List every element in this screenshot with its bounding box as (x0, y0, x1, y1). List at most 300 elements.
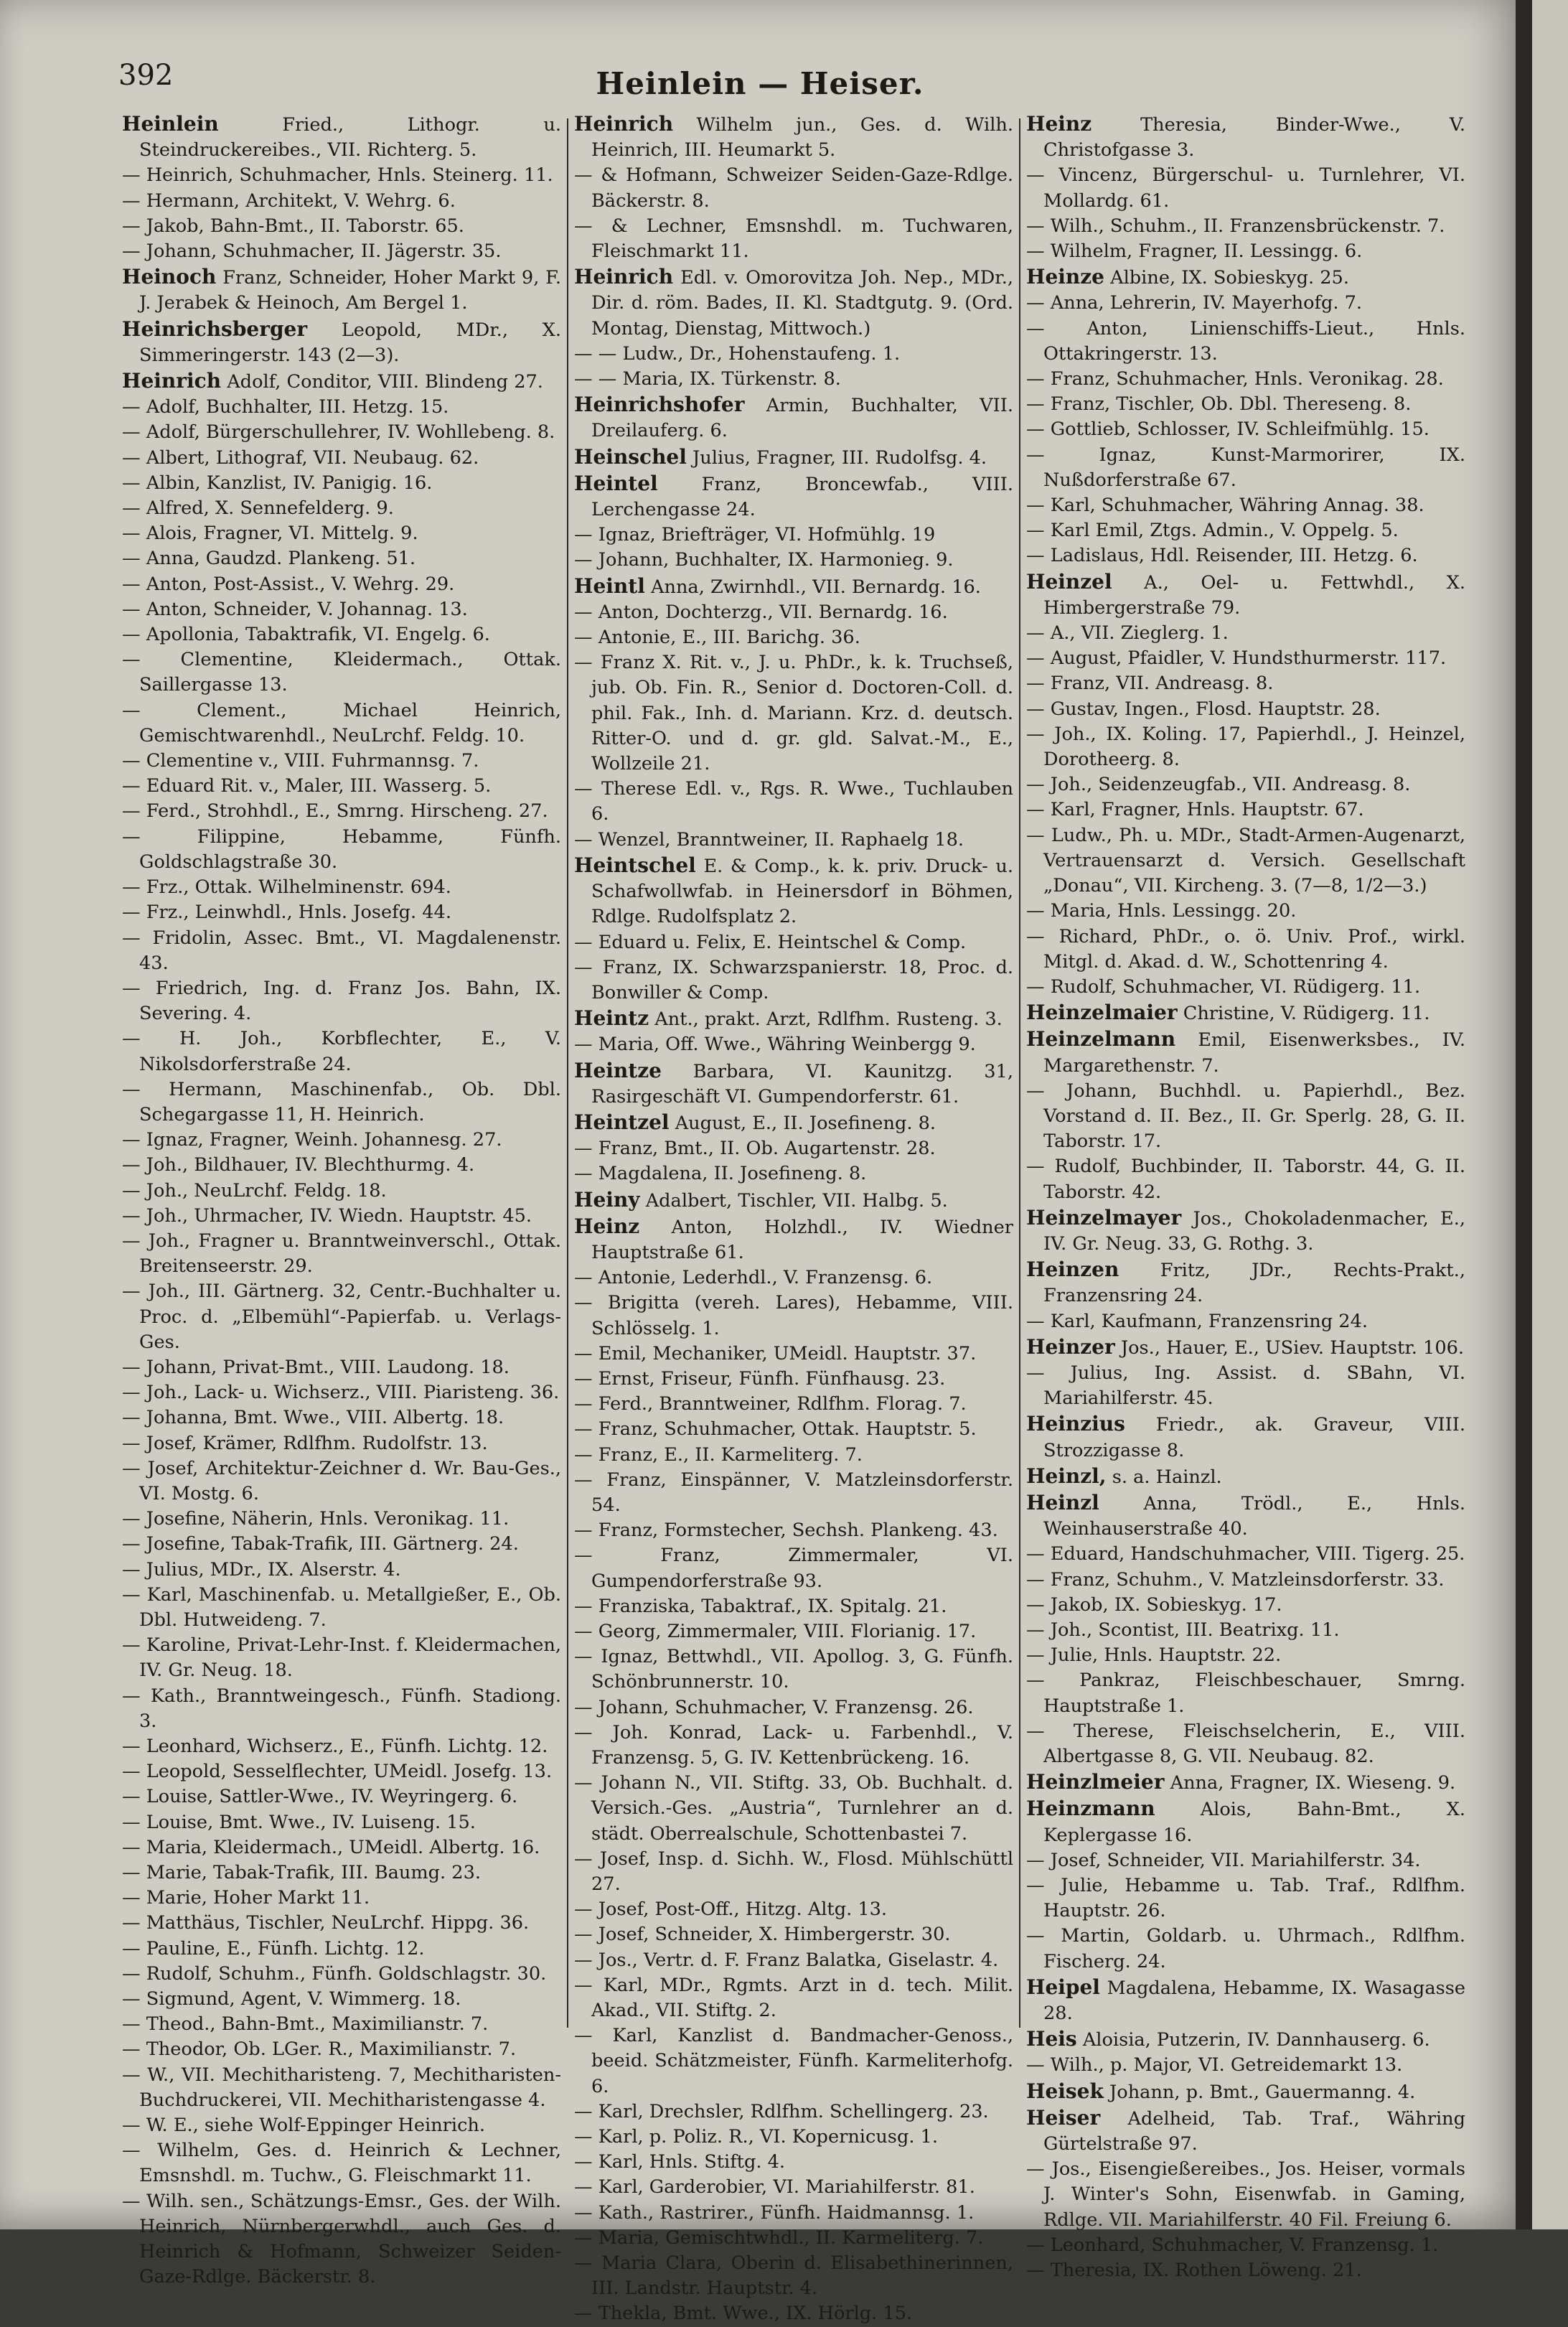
directory-entry (574, 955, 1013, 1006)
directory-entry (574, 1058, 1013, 1110)
entry-details: — Richard, PhDr., o. ö. Univ. Prof., wirkl. Mitgl. d. Akad. d. W., Schottenring 4. (1026, 925, 1465, 973)
entry-details: Anna, Zwirnhdl., VII. Bernardg. 16. (650, 576, 981, 598)
directory-entry (574, 600, 1013, 625)
entry-surname: Heinlein (122, 112, 219, 136)
column-1 (122, 111, 562, 2288)
directory-entry (1026, 1769, 1465, 1796)
directory-entry (574, 1948, 1013, 1973)
entry-details: Jos., Chokoladenmacher, E., IV. Gr. Neug. 33, G. Rothg. 3. (1043, 1207, 1465, 1255)
entry-details: — Friedrich, Ing. d. Franz Jos. Bahn, IX. Severing. 4. (122, 977, 561, 1025)
entry-details: — Anton, Dochterzg., VII. Bernardg. 16. (574, 601, 948, 623)
entry-surname: Heinzen (1026, 1258, 1119, 1282)
directory-entry (574, 163, 1013, 213)
directory-entry (122, 2113, 561, 2138)
entry-details: — Joh., Seidenzeugfab., VII. Andreasg. 8. (1026, 774, 1411, 796)
directory-entry (574, 2125, 1013, 2150)
entry-details: — Frz., Ottak. Wilhelminenstr. 694. (122, 876, 451, 899)
adjacent-page-edge (1532, 0, 1568, 2229)
directory-entry (122, 1835, 561, 1860)
entry-surname: Heinrichshofer (574, 393, 745, 417)
entry-details: Magdalena, Hebamme, IX. Wasagasse 28. (1043, 1977, 1465, 2025)
entry-details: — Eduard, Handschuhmacher, VIII. Tigerg. 25. (1026, 1543, 1465, 1565)
directory-entry (122, 875, 561, 900)
entry-details: — Julius, MDr., IX. Alserstr. 4. (122, 1558, 401, 1581)
directory-entry (1026, 214, 1465, 239)
directory-entry (1026, 2157, 1465, 2233)
directory-entry (574, 2201, 1013, 2226)
directory-entry (122, 1734, 561, 1759)
directory-entry (122, 1279, 561, 1355)
directory-entry (574, 342, 1013, 367)
directory-entry (1026, 1975, 1465, 2026)
directory-entry (1026, 823, 1465, 899)
entry-details: Emil, Eisenwerksbes., IV. Margarethenstr. 7. (1043, 1029, 1466, 1077)
entry-details: — W. E., siehe Wolf-Eppinger Heinrich. (122, 2115, 486, 2137)
entry-details: — Joh., III. Gärtnerg. 32, Centr.-Buchhalter u. Proc. d. „Elbemühl“-Papierfab. u. Verlags-Ges. (122, 1280, 561, 1353)
directory-entry (122, 1355, 561, 1380)
entry-details: — Clement., Michael Heinrich, Gemischtwarenhdl., NeuLrchf. Feldg. 10. (122, 699, 561, 746)
entry-details: — Karl, MDr., Rgmts. Arzt in d. tech. Milit. Akad., VII. Stiftg. 2. (574, 1974, 1013, 2022)
entry-details: Albine, IX. Sobieskyg. 25. (1110, 267, 1349, 289)
directory-entry (574, 2023, 1013, 2099)
entry-details: — Rudolf, Schuhm., Fünfh. Goldschlagstr. 30. (122, 1962, 547, 1985)
entry-details: — Antonie, Lederhdl., V. Franzensg. 6. (574, 1267, 933, 1289)
directory-entry (574, 650, 1013, 777)
entry-details: — Franz, Zimmermaler, VI. Gumpendorferstraße 93. (574, 1545, 1013, 1592)
page-title: Heinlein — Heiser. (596, 66, 924, 101)
directory-entry (122, 1937, 561, 1962)
directory-entry (122, 825, 561, 875)
directory-entry (1026, 1668, 1465, 1718)
directory-entry (574, 777, 1013, 827)
entry-details: — Joh., Lack- u. Wichserz., VIII. Piaristeng. 36. (122, 1382, 560, 1404)
entry-details: — Karl, Schuhmacher, Währing Annag. 38. (1026, 495, 1424, 517)
entry-details: — Karoline, Privat-Lehr-Inst. f. Kleidermachen, IV. Gr. Neug. 18. (122, 1634, 561, 1682)
directory-entry (574, 471, 1013, 523)
entry-details: — Clementine, Kleidermach., Ottak. Saillergasse 13. (122, 649, 561, 696)
entry-surname: Heisek (1026, 2079, 1104, 2103)
directory-entry (574, 1136, 1013, 1161)
entry-details: — Apollonia, Tabaktrafik, VI. Engelg. 6. (122, 624, 490, 646)
entry-details: — Karl, p. Poliz. R., VI. Kopernicusg. 1. (574, 2126, 939, 2148)
entry-details: — Antonie, E., III. Barichg. 36. (574, 627, 860, 649)
directory-entry (122, 317, 561, 368)
directory-entry (122, 1405, 561, 1431)
entry-details: — Theodor, Ob. LGer. R., Maximilianstr. 7. (122, 2038, 517, 2061)
directory-entry (574, 1443, 1013, 1468)
directory-entry (574, 1518, 1013, 1543)
entry-details: — Anton, Post-Assist., V. Wehrg. 29. (122, 573, 455, 595)
entry-details: — Fridolin, Assec. Bmt., VI. Magdalenenstr. 43. (122, 927, 561, 974)
entry-details: — Karl, Fragner, Hnls. Hauptstr. 67. (1026, 799, 1364, 821)
entry-details: — Franz, Bmt., II. Ob. Augartenstr. 28. (574, 1138, 936, 1160)
entry-details: Adolf, Conditor, VIII. Blindeng 27. (227, 371, 543, 393)
entry-details: — Josef, Insp. d. Sichh. W., Flosd. Mühlschüttl 27. (574, 1848, 1013, 1896)
directory-entry (1026, 1924, 1465, 1974)
directory-entry (574, 1619, 1013, 1644)
directory-entry (574, 523, 1013, 548)
entry-surname: Heinzmann (1026, 1797, 1155, 1821)
directory-entry (1026, 621, 1465, 646)
entry-details: A., Oel- u. Fettwhdl., X. Himbergerstraße 79. (1043, 571, 1465, 619)
entry-details: — Franz X. Rit. v., J. u. PhDr., k. k. Truchseß, jub. Ob. Fin. R., Senior d. Doctoren-Coll. d. phil. Fak., Inh. d. Mariann. Krz. d. deutsch. Ritter-O. und d. gr. gld. Salvat.-M., E., Wollzeile 21. (574, 652, 1013, 775)
directory-entry (122, 1684, 561, 1734)
entry-details: Adelheid, Tab. Traf., Währing Gürtelstraße 97. (1043, 2107, 1465, 2155)
entry-details: — — Maria, IX. Türkenstr. 8. (574, 368, 841, 390)
entry-surname: Heinrich (122, 369, 222, 393)
directory-entry (1026, 443, 1465, 493)
directory-entry (122, 496, 561, 521)
entry-details: — Albin, Kanzlist, IV. Panigig. 16. (122, 472, 433, 494)
entry-details: — Wilhelm, Ges. d. Heinrich & Lechner, Emsnshdl. m. Tuchw., G. Fleischmarkt 11. (122, 2140, 561, 2187)
entry-details: Franz, Schneider, Hoher Markt 9, F. J. Jerabek & Heinoch, Am Bergel 1. (139, 267, 562, 314)
directory-entry (574, 444, 1013, 471)
entry-details: — Leopold, Sesselflechter, UMeidl. Josefg. 13. (122, 1761, 553, 1783)
directory-entry (574, 1006, 1013, 1032)
entry-details: — Josef, Post-Off., Hitzg. Altg. 13. (574, 1898, 888, 1921)
entry-details: — Johann, Schuhmacher, II. Jägerstr. 35. (122, 240, 502, 263)
directory-entry (574, 930, 1013, 955)
entry-details: — Wilhelm, Fragner, II. Lessingg. 6. (1026, 240, 1363, 263)
directory-entry (122, 1128, 561, 1153)
entry-details: — Frz., Leinwhdl., Hnls. Josefg. 44. (122, 902, 451, 924)
directory-entry (574, 1110, 1013, 1136)
entry-details: — Ignaz, Bettwhdl., VII. Apollog. 3, G. Fünfh. Schönbrunnerstr. 10. (574, 1646, 1013, 1693)
directory-entry (1026, 2053, 1465, 2078)
entry-surname: Heinz (574, 1214, 640, 1238)
entry-details: — Anna, Gaudzd. Plankeng. 51. (122, 548, 416, 570)
entry-details: — Franz, E., II. Karmeliterg. 7. (574, 1443, 863, 1466)
entry-details: — Vincenz, Bürgerschul- u. Turnlehrer, VI. Mollardg. 61. (1026, 164, 1465, 212)
entry-details: Armin, Buchhalter, VII. Dreilauferg. 6. (591, 395, 1013, 442)
directory-entry (1026, 1593, 1465, 1618)
directory-entry (1026, 975, 1465, 1000)
directory-entry (1026, 1205, 1465, 1257)
entry-details: — Eduard Rit. v., Maler, III. Wasserg. 5. (122, 775, 492, 797)
book-gutter (1516, 0, 1533, 2229)
entry-details: — Ferd., Branntweiner, Rdlfhm. Florag. 7. (574, 1393, 967, 1415)
entry-details: Wilhelm jun., Ges. d. Wilh. Heinrich, III. Heumarkt 5. (591, 114, 1013, 161)
directory-entry (1026, 1079, 1465, 1155)
directory-entry (122, 749, 561, 774)
directory-entry (1026, 1309, 1465, 1334)
directory-entry (1026, 417, 1465, 442)
entry-details: — Franz, Formstecher, Sechsh. Plankeng. 43. (574, 1520, 998, 1542)
entry-details: — Emil, Mechaniker, UMeidl. Hauptstr. 37. (574, 1342, 977, 1364)
entry-surname: Heintl (574, 573, 645, 598)
column-2 (574, 111, 1013, 2325)
entry-details: — Pankraz, Fleischbeschauer, Smrng. Hauptstraße 1. (1026, 1670, 1465, 1717)
entry-details: — Jakob, Bahn-Bmt., II. Taborstr. 65. (122, 215, 464, 237)
directory-entry (1026, 1542, 1465, 1567)
entry-details: — Kath., Branntweingesch., Fünfh. Stadiong. 3. (122, 1685, 561, 1732)
entry-surname: Heinz (1026, 112, 1092, 136)
entry-details: — Josef, Schneider, X. Himbergerstr. 30. (574, 1924, 951, 1946)
directory-entry (1026, 317, 1465, 367)
entry-details: — & Lechner, Emsnshdl. m. Tuchwaren, Fleischmarkt 11. (574, 215, 1013, 263)
entry-details: — Anton, Linienschiffs-Lieut., Hnls. Ottakringerstr. 13. (1026, 317, 1465, 365)
directory-entry (122, 1153, 561, 1178)
entry-details: — Albert, Lithograf, VII. Neubaug. 62. (122, 446, 479, 469)
directory-entry (574, 1291, 1013, 1341)
entry-details: — Gustav, Ingen., Flosd. Hauptstr. 28. (1026, 698, 1381, 720)
directory-entry (1026, 671, 1465, 696)
directory-entry (122, 1456, 561, 1507)
entry-details: — Johann, Buchhalter, IX. Harmonieg. 9. (574, 549, 954, 571)
entry-details: E. & Comp., k. k. priv. Druck- u. Schafwollwfab. in Heinersdorf in Böhmen, Rdlge. Rudolfsplatz 2. (591, 855, 1013, 928)
entry-details: — Clementine v., VIII. Fuhrmannsg. 7. (122, 750, 479, 772)
directory-entry (1026, 2026, 1465, 2053)
entry-details: — A., VII. Zieglerg. 1. (1026, 622, 1229, 645)
directory-entry (574, 1897, 1013, 1922)
directory-entry (1026, 543, 1465, 568)
directory-entry (122, 1810, 561, 1835)
entry-details: — Ludw., Ph. u. MDr., Stadt-Armen-Augenarzt, Vertrauensarzt d. Versich. Gesellschaft „Donau“, VII. Kircheng. 3. (7—8, 1/2—3.) (1026, 824, 1465, 897)
entry-details: — Ernst, Friseur, Fünfh. Fünfhausg. 23. (574, 1367, 946, 1390)
directory-entry (122, 2189, 561, 2290)
directory-entry (122, 1204, 561, 1229)
directory-entry (574, 1543, 1013, 1593)
entry-details: — Maria Clara, Oberin d. Elisabethinerinnen, III. Landstr. Hauptstr. 4. (574, 2252, 1013, 2300)
entry-details: — Josefine, Näherin, Hnls. Veronikag. 11. (122, 1508, 510, 1530)
directory-entry (1026, 569, 1465, 621)
entry-surname: Heinrich (574, 112, 674, 136)
directory-entry (122, 1886, 561, 1911)
directory-entry (1026, 646, 1465, 671)
directory-entry (1026, 1464, 1465, 1490)
entry-details: Fried., Lithogr. u. Steindruckereibes., VII. Richterg. 5. (139, 114, 562, 161)
entry-details: — Johann, Privat-Bmt., VIII. Laudong. 18. (122, 1356, 510, 1378)
directory-entry (122, 799, 561, 824)
entry-details: — Karl, Kanzlist d. Bandmacher-Genoss., beeid. Schätzmeister, Fünfh. Karmeliterhofg. 6. (574, 2025, 1013, 2097)
directory-entry (574, 573, 1013, 600)
directory-entry (122, 1633, 561, 1683)
entry-surname: Heintschel (574, 853, 696, 877)
entry-surname: Heintel (574, 471, 658, 495)
entry-details: Theresia, Binder-Wwe., V. Christofgasse 3. (1043, 114, 1465, 161)
entry-details: — Julie, Hnls. Hauptstr. 22. (1026, 1644, 1282, 1667)
directory-entry (1026, 239, 1465, 264)
directory-entry (574, 1187, 1013, 1214)
directory-entry (1026, 1719, 1465, 1769)
directory-entry (574, 1342, 1013, 1367)
directory-entry (122, 1759, 561, 1784)
entry-details: Friedr., ak. Graveur, VIII. Strozzigasse 8. (1043, 1414, 1465, 1461)
directory-entry (574, 1771, 1013, 1847)
entry-details: — Johann, Schuhmacher, V. Franzensg. 26. (574, 1696, 974, 1718)
directory-entry (122, 1026, 561, 1077)
entry-details: Julius, Fragner, III. Rudolfsg. 4. (693, 446, 987, 469)
directory-entry (122, 1532, 561, 1557)
directory-entry (1026, 899, 1465, 924)
directory-entry (1026, 1618, 1465, 1643)
entry-details: — Maria, Off. Wwe., Währing Weinbergg 9. (574, 1034, 976, 1056)
directory-entry (122, 1860, 561, 1886)
entry-surname: Heinze (1026, 265, 1104, 289)
entry-surname: Heinzelmann (1026, 1027, 1176, 1052)
directory-entry (122, 1962, 561, 1987)
entry-details: Anna, Trödl., E., Hnls. Weinhauserstraße 40. (1043, 1492, 1465, 1540)
directory-entry (122, 264, 561, 316)
entry-details: s. a. Hainzl. (1112, 1466, 1222, 1488)
directory-entry (574, 1367, 1013, 1392)
directory-entry (122, 189, 561, 214)
entry-details: — Wenzel, Branntweiner, II. Raphaelg 18. (574, 828, 964, 851)
entry-surname: Heinzius (1026, 1412, 1125, 1436)
directory-entry (1026, 111, 1465, 163)
directory-entry (574, 214, 1013, 264)
directory-entry (574, 1644, 1013, 1695)
entry-details: — Hermann, Maschinenfab., Ob. Dbl. Schegargasse 11, H. Heinrich. (122, 1078, 561, 1125)
entry-details: — Rudolf, Schuhmacher, VI. Rüdigerg. 11. (1026, 975, 1421, 998)
directory-entry (574, 2099, 1013, 2125)
entry-details: — Josef, Schneider, VII. Mariahilferstr. 34. (1026, 1849, 1421, 1871)
entry-details: Jos., Hauer, E., USiev. Hauptstr. 106. (1120, 1336, 1465, 1359)
entry-details: — Rudolf, Buchbinder, II. Taborstr. 44, G. II. Taborstr. 42. (1026, 1156, 1465, 1203)
entry-details: — Franz, Tischler, Ob. Dbl. Thereseng. 8. (1026, 393, 1412, 416)
directory-entry (1026, 1873, 1465, 1924)
directory-entry (1026, 1848, 1465, 1873)
directory-entry (574, 853, 1013, 930)
entry-details: — Johanna, Bmt. Wwe., VIII. Albertg. 18. (122, 1407, 504, 1429)
entry-details: — Ignaz, Briefträger, VI. Hofmühlg. 19 (574, 524, 936, 546)
directory-entry (122, 900, 561, 925)
directory-entry (122, 446, 561, 471)
directory-entry (574, 367, 1013, 392)
entry-details: — Josefine, Tabak-Trafik, III. Gärtnerg. 24. (122, 1533, 519, 1555)
directory-entry (1026, 1411, 1465, 1463)
directory-entry (1026, 392, 1465, 417)
entry-details: — Julius, Ing. Assist. d. SBahn, VI. Mariahilferstr. 45. (1026, 1362, 1465, 1410)
directory-entry (1026, 1026, 1465, 1078)
entry-details: Ant., prakt. Arzt, Rdlfhm. Rusteng. 3. (654, 1008, 1003, 1031)
entry-details: — Marie, Hoher Markt 11. (122, 1887, 370, 1909)
entry-details: — H. Joh., Korbflechter, E., V. Nikolsdorferstraße 24. (122, 1028, 561, 1075)
directory-entry (574, 1973, 1013, 2023)
directory-entry (574, 2175, 1013, 2200)
directory-entry (1026, 493, 1465, 518)
column-rule (1019, 118, 1020, 2028)
directory-entry (574, 1032, 1013, 1057)
directory-entry (122, 2037, 561, 2062)
entry-details: — Joh., Uhrmacher, IV. Wiedn. Hauptstr. 45. (122, 1204, 532, 1227)
directory-entry (574, 828, 1013, 853)
entry-details: — Joh., Scontist, III. Beatrixg. 11. (1026, 1619, 1340, 1641)
page-number: 392 (118, 59, 174, 92)
directory-entry (574, 1468, 1013, 1518)
entry-details: — Sigmund, Agent, V. Wimmerg. 18. (122, 1988, 461, 2010)
entry-details: — Jos., Eisengießereibes., Jos. Heiser, vormals J. Winter's Sohn, Eisenwfab. in Gaming, Rdlge. VII. Mariahilferstr. 40 Fil. Freiung 6. (1026, 2158, 1465, 2231)
entry-surname: Heinschel (574, 444, 687, 469)
directory-entry (574, 392, 1013, 444)
directory-entry (122, 1507, 561, 1532)
entry-details: — Leonhard, Wichserz., E., Fünfh. Lichtg. 12. (122, 1736, 548, 1757)
directory-entry (122, 1179, 561, 1204)
directory-entry (1026, 291, 1465, 316)
entry-details: — Hermann, Architekt, V. Wehrg. 6. (122, 189, 456, 212)
entry-details: — Filippine, Hebamme, Fünfh. Goldschlagstraße 30. (122, 825, 561, 873)
entry-details: — Joh., Fragner u. Branntweinverschl., Ottak. Breitenseerstr. 29. (122, 1230, 561, 1278)
entry-details: — Johann N., VII. Stiftg. 33, Ob. Buchhalt. d. Versich.-Ges. „Austria“, Turnlehrer an d. städt. Oberrealschule, Schottenbastei 7. (574, 1772, 1013, 1845)
entry-details: Fritz, JDr., Rechts-Prakt., Franzensring 24. (1043, 1260, 1465, 1307)
directory-entry (1026, 518, 1465, 543)
entry-surname: Heinzelmaier (1026, 1001, 1178, 1025)
directory-entry (574, 1594, 1013, 1619)
entry-details: — Karl, Garderobier, VI. Mariahilferstr. 81. (574, 2176, 975, 2199)
directory-entry (122, 214, 561, 239)
entry-details: — Joh., Bildhauer, IV. Blechthurmg. 4. (122, 1154, 475, 1176)
entry-details: — Ignaz, Fragner, Weinh. Johannesg. 27. (122, 1129, 502, 1151)
entry-details: Alois, Bahn-Bmt., X. Keplergasse 16. (1043, 1799, 1465, 1846)
directory-entry (1026, 797, 1465, 823)
entry-details: — Therese Edl. v., Rgs. R. Wwe., Tuchlauben 6. (574, 778, 1013, 825)
directory-entry (122, 546, 561, 571)
directory-entry (574, 625, 1013, 650)
entry-surname: Heipel (1026, 1975, 1100, 1999)
entry-details: — Louise, Bmt. Wwe., IV. Luiseng. 15. (122, 1811, 476, 1833)
entry-details: — Maria, Gemischtwhdl., II. Karmeliterg. 7. (574, 2227, 984, 2249)
directory-entry (122, 1987, 561, 2012)
directory-entry (574, 1847, 1013, 1897)
directory-entry (122, 597, 561, 622)
directory-entry (1026, 1154, 1465, 1204)
directory-entry (1026, 1568, 1465, 1593)
column-rule (567, 118, 568, 2028)
directory-entry (122, 163, 561, 188)
directory-entry (574, 1720, 1013, 1771)
entry-details: — Leonhard, Schuhmacher, V. Franzensg. 1. (1026, 2234, 1439, 2256)
directory-entry (1026, 1796, 1465, 1848)
entry-details: — Karl Emil, Ztgs. Admin., V. Oppelg. 5. (1026, 520, 1399, 542)
entry-details: — Heinrich, Schuhmacher, Hnls. Steinerg. 11. (122, 164, 553, 187)
entry-details: — Theresia, IX. Rothen Löweng. 21. (1026, 2260, 1362, 2282)
column-3 (1026, 111, 1466, 2282)
directory-entry (122, 239, 561, 264)
entry-details: — Brigitta (vereh. Lares), Hebamme, VIII. Schlösselg. 1. (574, 1292, 1013, 1339)
entry-details: — Alois, Fragner, VI. Mittelg. 9. (122, 523, 418, 545)
entry-details: — Kath., Rastrirer., Fünfh. Haidmannsg. 1. (574, 2201, 975, 2224)
directory-entry (122, 395, 561, 420)
entry-surname: Heis (1026, 2027, 1077, 2051)
directory-entry (1026, 722, 1465, 772)
entry-surname: Heinzel (1026, 569, 1112, 594)
entry-surname: Heintz (574, 1006, 649, 1031)
entry-details: — Karl, Maschinenfab. u. Metallgießer, E., Ob. Dbl. Hutweideng. 7. (122, 1583, 561, 1631)
entry-surname: Heinzer (1026, 1334, 1115, 1359)
entry-details: — Josef, Architektur-Zeichner d. Wr. Bau-Ges., VI. Mostg. 6. (122, 1457, 561, 1504)
entry-details: — Ladislaus, Hdl. Reisender, III. Hetzg. 6. (1026, 545, 1418, 567)
directory-entry (122, 1583, 561, 1633)
directory-entry (1026, 1334, 1465, 1361)
directory-entry (574, 1161, 1013, 1186)
entry-details: — Marie, Tabak-Trafik, III. Baumg. 23. (122, 1862, 482, 1884)
directory-entry (574, 1922, 1013, 1947)
entry-details: — Joh., NeuLrchf. Feldg. 18. (122, 1179, 387, 1202)
entry-details: — August, Pfaidler, V. Hundsthurmerstr. 117. (1026, 647, 1447, 670)
directory-entry (574, 1265, 1013, 1291)
entry-details: — Jakob, IX. Sobieskyg. 17. (1026, 1593, 1282, 1616)
directory-entry (122, 2138, 561, 2188)
directory-entry (1026, 367, 1465, 392)
directory-entry (574, 264, 1013, 342)
directory-entry (122, 1229, 561, 1279)
directory-entry (574, 111, 1013, 163)
entry-details: — Martin, Goldarb. u. Uhrmach., Rdlfhm. Fischerg. 24. (1026, 1925, 1465, 1972)
entry-surname: Heiser (1026, 2105, 1101, 2130)
directory-entry (122, 1558, 561, 1583)
entry-surname: Heinoch (122, 265, 217, 289)
entry-details: — Georg, Zimmermaler, VIII. Florianig. 17. (574, 1620, 977, 1642)
